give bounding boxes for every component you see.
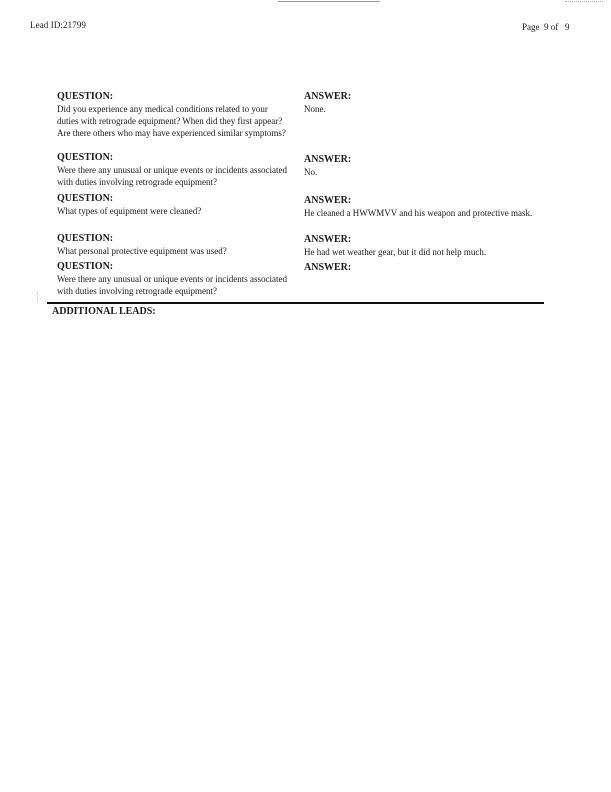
question-text: Did you experience any medical conditions related to your duties with retrograde equipment? When did they first appear? Are there others who may have experienced similar symptoms?	[57, 104, 286, 138]
additional-leads-heading: ADDITIONAL LEADS:	[52, 306, 156, 317]
answer-label: ANSWER:	[304, 91, 352, 102]
answer-text: None.	[304, 104, 326, 114]
question-block	[57, 193, 289, 218]
answer-block	[304, 154, 544, 179]
question-block	[57, 91, 289, 139]
answer-text: No.	[304, 167, 318, 177]
question-label: QUESTION:	[57, 233, 114, 244]
question-text: Were there any unusual or unique events or incidents associated with duties involving retrograde equipment?	[57, 165, 287, 187]
answer-label: ANSWER:	[304, 154, 352, 165]
question-label: QUESTION:	[57, 193, 114, 204]
question-block	[57, 152, 289, 189]
answer-text: He had wet weather gear, but it did not help much.	[304, 247, 487, 257]
answer-label: ANSWER:	[304, 234, 352, 245]
question-label: QUESTION:	[57, 261, 114, 272]
answer-text: He cleaned a HWWMVV and his weapon and protective mask.	[304, 208, 533, 218]
question-block	[57, 233, 289, 258]
scan-artifact-mark	[37, 292, 39, 301]
section-divider	[47, 302, 544, 304]
answer-block	[304, 234, 544, 259]
question-label: QUESTION:	[57, 91, 114, 102]
question-block	[57, 261, 289, 298]
question-text: What personal protective equipment was used?	[57, 246, 227, 256]
question-label: QUESTION:	[57, 152, 114, 163]
answer-label: ANSWER:	[304, 262, 352, 273]
answer-block	[304, 91, 544, 116]
question-text: What types of equipment were cleaned?	[57, 206, 202, 216]
scan-artifact-line	[565, 1, 603, 2]
answer-block	[304, 195, 544, 220]
scan-artifact-line	[278, 1, 380, 2]
question-text: Were there any unusual or unique events or incidents associated with duties involving retrograde equipment?	[57, 274, 287, 296]
answer-block	[304, 262, 544, 275]
answer-label: ANSWER:	[304, 195, 352, 206]
lead-id: Lead ID:21799	[30, 20, 87, 30]
page-number: Page 9 of 9	[522, 22, 570, 32]
